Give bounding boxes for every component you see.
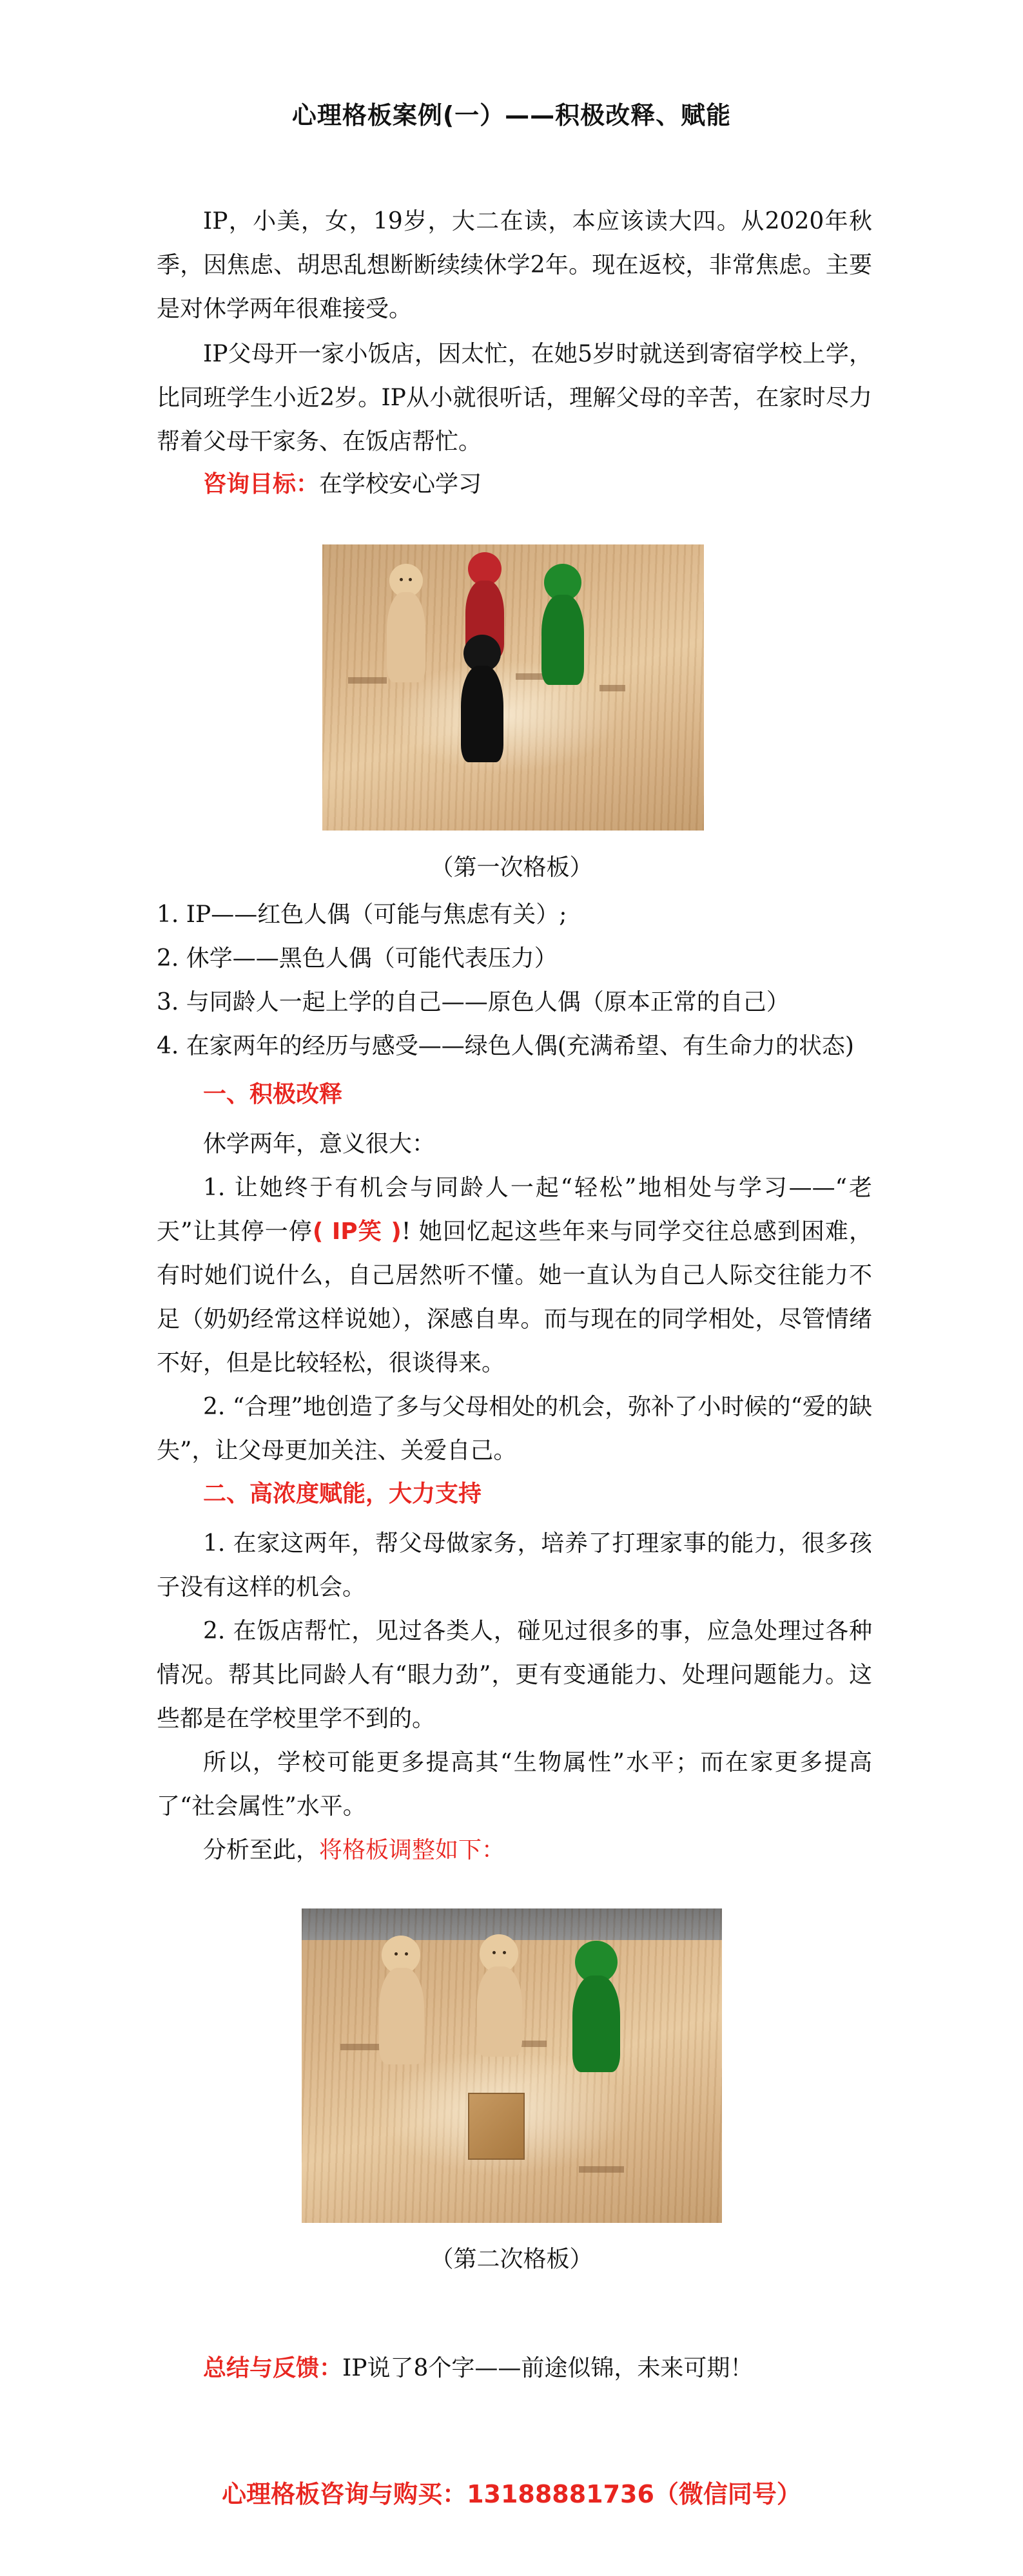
section-1-intro: 休学两年，意义很大： xyxy=(203,1131,436,1157)
contact-footer: 心理格板咨询与购买：13188881736（微信同号） xyxy=(222,2480,801,2508)
intro-paragraph-1: IP，小美，女，19岁，大二在读，本应该读大四。从2020年秋季，因焦虑、胡思乱想断断续续休学2年。现在返校，非常焦虑。主要是对休学两年很难接受。 xyxy=(157,208,872,322)
section-2-transition xyxy=(157,1829,872,1872)
transition-text: 分析至此， xyxy=(203,1837,320,1863)
legend-item-2: 2. 休学——黑色人偶（可能代表压力） xyxy=(157,945,558,972)
section-2-heading: 二、高浓度赋能，大力支持 xyxy=(203,1481,482,1507)
section-1-point-1 xyxy=(157,1166,872,1385)
consult-goal xyxy=(157,463,872,506)
consult-goal-label: 咨询目标： xyxy=(203,471,320,497)
summary-label: 总结与反馈： xyxy=(203,2355,343,2381)
legend-item-1: 1. IP——红色人偶（可能与焦虑有关）; xyxy=(157,901,567,928)
summary-feedback xyxy=(203,2347,873,2390)
consult-goal-text: 在学校安心学习 xyxy=(319,471,482,497)
photo-2-caption: （第二次格板） xyxy=(430,2246,593,2273)
board-photo-1 xyxy=(322,544,704,831)
legend-item-3: 3. 与同龄人一起上学的自己——原色人偶（原本正常的自己） xyxy=(157,989,790,1015)
section-1-point-2: 2. “合理”地创造了多与父母相处的机会，弥补了小时候的“爱的缺失”，让父母更加关注、关爱自己。 xyxy=(157,1394,872,1464)
section-1-point-1-a: 1. 让她终于有机会与同龄人一起“轻松”地相处与学习——“老天”让其停一停 xyxy=(157,1175,872,1245)
legend-item-4: 4. 在家两年的经历与感受——绿色人偶(充满希望、有生命力的状态) xyxy=(157,1033,854,1059)
transition-red-text: 将格板调整如下： xyxy=(319,1837,505,1863)
section-2-point-1: 1. 在家这两年，帮父母做家务，培养了打理家事的能力，很多孩子没有这样的机会。 xyxy=(157,1530,872,1600)
wooden-block xyxy=(468,2093,525,2160)
photo-1-caption: （第一次格板） xyxy=(430,854,593,881)
board-photo-2 xyxy=(302,1908,722,2223)
section-2-conclusion: 所以，学校可能更多提高其“生物属性”水平；而在家更多提高了“社会属性”水平。 xyxy=(157,1749,872,1820)
section-1-heading: 一、积极改释 xyxy=(203,1081,343,1108)
intro-paragraph-2: IP父母开一家小饭店，因太忙，在她5岁时就送到寄宿学校上学，比同班学生小近2岁。IP从小就很听话，理解父母的辛苦，在家时尽力帮着父母干家务、在饭店帮忙。 xyxy=(157,341,872,455)
ip-laugh-highlight: ( IP笑 ) xyxy=(312,1218,402,1245)
section-2-point-2: 2. 在饭店帮忙，见过各类人，碰见过很多的事，应急处理过各种情况。帮其比同龄人有“眼力劲”，更有变通能力、处理问题能力。这些都是在学校里学不到的。 xyxy=(157,1618,872,1732)
page-title: 心理格板案例(一）——积极改释、赋能 xyxy=(291,101,732,130)
summary-text: IP说了8个字——前途似锦，未来可期！ xyxy=(342,2355,754,2381)
section-1-point-1-b: ! 她回忆起这些年来与同学交往总感到困难，有时她们说什么，自己居然听不懂。她一直认为自己人际交往能力不足（奶奶经常这样说她），深感自卑。而与现在的同学相处，尽管情绪不好，但是比较轻松，很谈得来。 xyxy=(157,1218,872,1376)
